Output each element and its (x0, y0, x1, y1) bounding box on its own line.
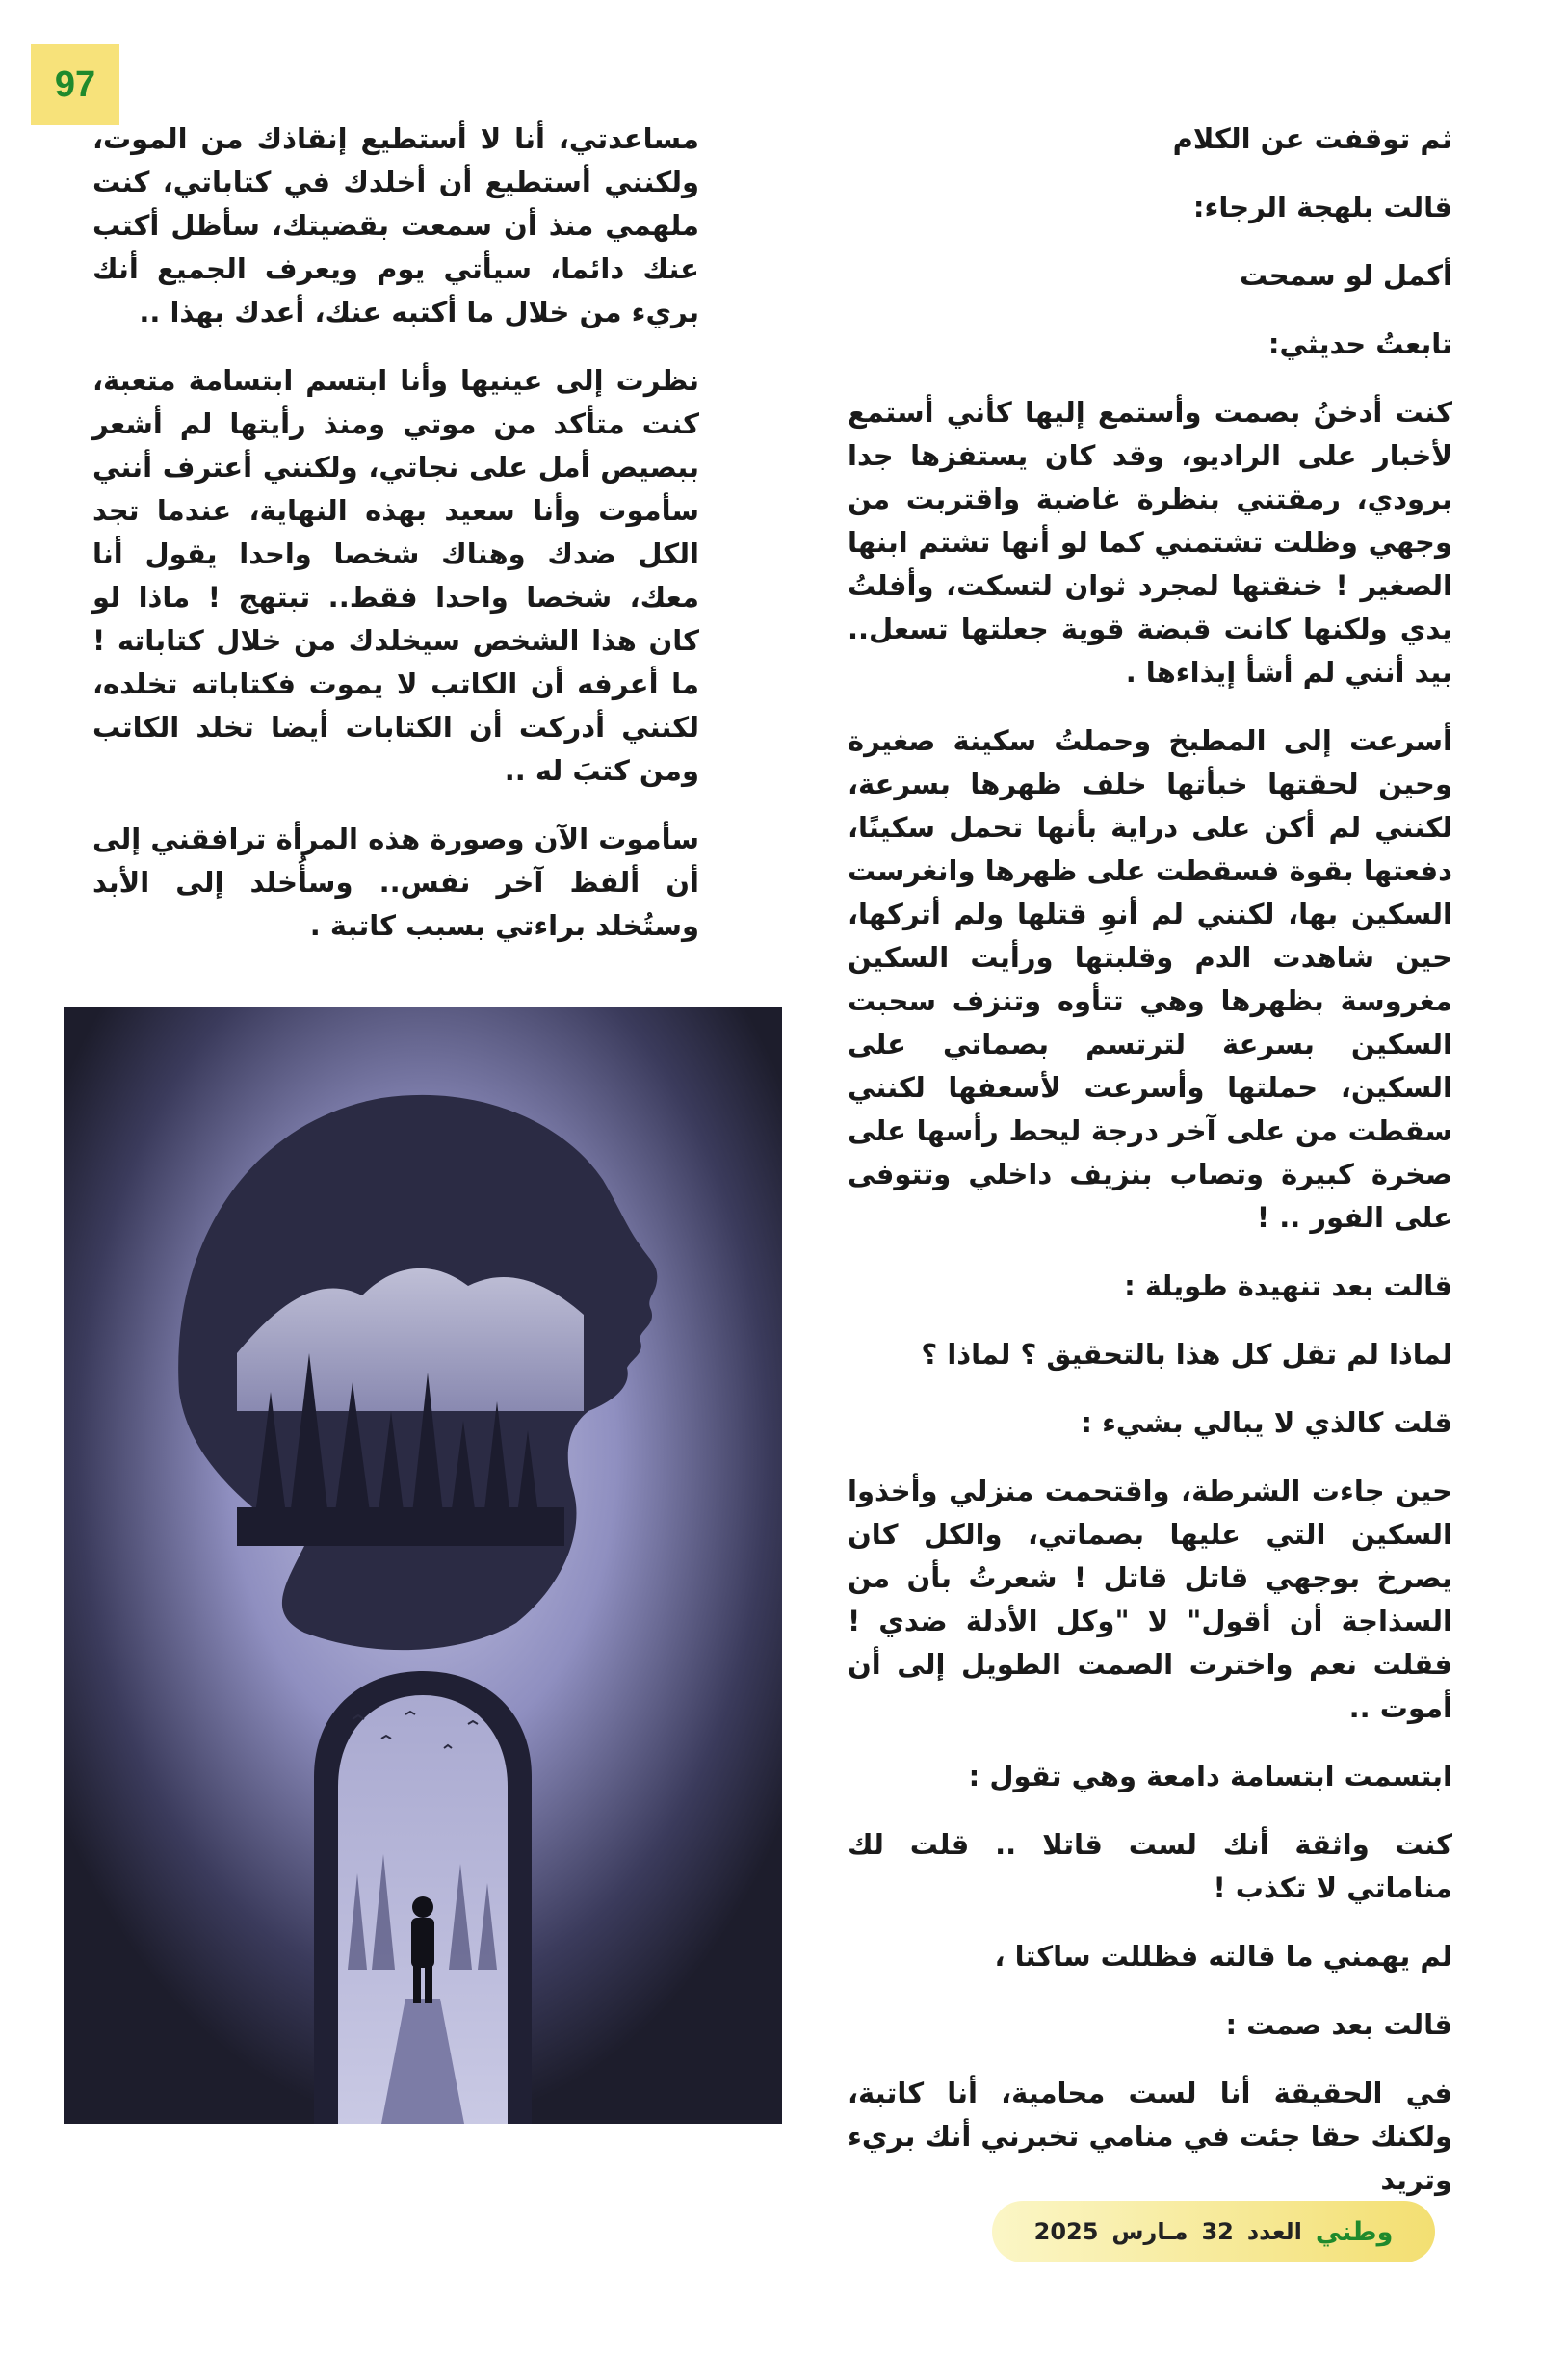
paragraph: سأموت الآن وصورة هذه المرأة ترافقني إلى أن ألفظ آخر نفس.. وسأُخلد إلى الأبد وستُخلد براءتي بسبب كاتبة . (92, 823, 699, 942)
paragraph: في الحقيقة أنا لست محامية، أنا كاتبة، ولكنك حقا جئت في منامي تخبرني أنك بريء وتريد (848, 2077, 1452, 2196)
paragraph: مساعدتي، أنا لا أستطيع إنقاذك من الموت، ولكنني أستطيع أن أخلدك في كتاباتي، كنت ملهمي منذ أن سمعت بقضيتك، سأظل أكتب عنك دائما، سيأتي يوم ويعرف الجميع أنك بريء من خلال ما أكتبه عنك، أعدك بهذا .. (92, 122, 699, 328)
page-number: 97 (31, 44, 119, 125)
paragraph: لم يهمني ما قالته فظللت ساكتا ، (994, 1940, 1452, 1973)
paragraph: حين جاءت الشرطة، واقتحمت منزلي وأخذوا السكين التي عليها بصماتي، والكل كان يصرخ بوجهي قاتل قاتل ! شعرتُ بأن من السذاجة أن أقول" لا "وكل الأدلة ضدي ! فقلت نعم واخترت الصمت الطويل إلى أن أموت .. (848, 1475, 1452, 1724)
paragraph: قالت بعد صمت : (1225, 2008, 1452, 2041)
paragraph: قالت بعد تنهيدة طويلة : (1124, 1269, 1452, 1302)
issue-label: العدد (1246, 2218, 1302, 2245)
paragraph: قالت بلهجة الرجاء: (1192, 191, 1452, 223)
article-column-right (848, 118, 1452, 2227)
issue-year: 2025 (1033, 2218, 1099, 2245)
paragraph: نظرت إلى عينيها وأنا ابتسم ابتسامة متعبة، كنت متأكد من موتي ومنذ رأيتها لم أشعر ببصيص أمل على نجاتي، ولكنني أعترف أنني سأموت وأنا سعيد بهذه النهاية، عندما تجد الكل ضدك وهناك شخصا واحدا يقول أنا معك، شخصا واحدا فقط.. تبتهج ! ماذا لو كان هذا الشخص سيخلدك من خلال كتاباته ! ما أعرفه أن الكاتب لا يموت فكتاباته تخلده، لكنني أدركت أن الكتابات أيضا تخلد الكاتب ومن كتبَ له .. (92, 364, 699, 787)
issue-month: مـارس (1111, 2218, 1188, 2245)
paragraph: تابعتُ حديثي: (1267, 327, 1452, 360)
paragraph: أكمل لو سمحت (1240, 259, 1452, 292)
paragraph: ثم توقفت عن الكلام (1172, 122, 1452, 155)
footer-issue-banner (992, 2201, 1435, 2262)
paragraph: ابتسمت ابتسامة دامعة وهي تقول : (968, 1760, 1452, 1792)
paragraph: كنت أدخنُ بصمت وأستمع إليها كأني أستمع لأخبار على الراديو، وقد كان يستفزها جدا برودي، رمقتني بنظرة غاضبة واقتربت من وجهي وظلت تشتمني كما لو أنها تشتم ابنها الصغير ! خنقتها لمجرد ثوان لتسكت، وأفلتُ يدي ولكنها كانت قبضة قوية جعلتها تسعل.. بيد أنني لم أشأ إيذاءها . (848, 396, 1452, 689)
paragraph: لماذا لم تقل كل هذا بالتحقيق ؟ لماذا ؟ (921, 1338, 1452, 1371)
article-column-left (92, 118, 699, 973)
illustration-silhouette-forest (64, 1007, 782, 2124)
issue-number: 32 (1201, 2218, 1234, 2245)
paragraph: كنت واثقة أنك لست قاتلا .. قلت لك مناماتي لا تكذب ! (848, 1828, 1452, 1904)
paragraph: قلت كالذي لا يبالي بشيء : (1081, 1406, 1452, 1439)
paragraph: أسرعت إلى المطبخ وحملتُ سكينة صغيرة وحين لحقتها خبأتها خلف ظهرها بسرعة، لكنني لم أكن على دراية بأنها تحمل سكينًا، دفعتها بقوة فسقطت على ظهرها وانغرست السكين بها، لكنني لم أنوِ قتلها ولم أتركها، حين شاهدت الدم وقلبتها ورأيت السكين مغروسة بظهرها وهي تتأوه وتنزف سحبت السكين بسرعة لترتسم بصماتي على السكين، حملتها وأسرعت لأسعفها لكنني سقطت من على آخر درجة ليحط رأسها على صخرة كبيرة وتصاب بنزيف داخلي وتتوفى على الفور .. ! (848, 724, 1452, 1234)
brand-logo-text: وطني (1315, 2216, 1394, 2247)
